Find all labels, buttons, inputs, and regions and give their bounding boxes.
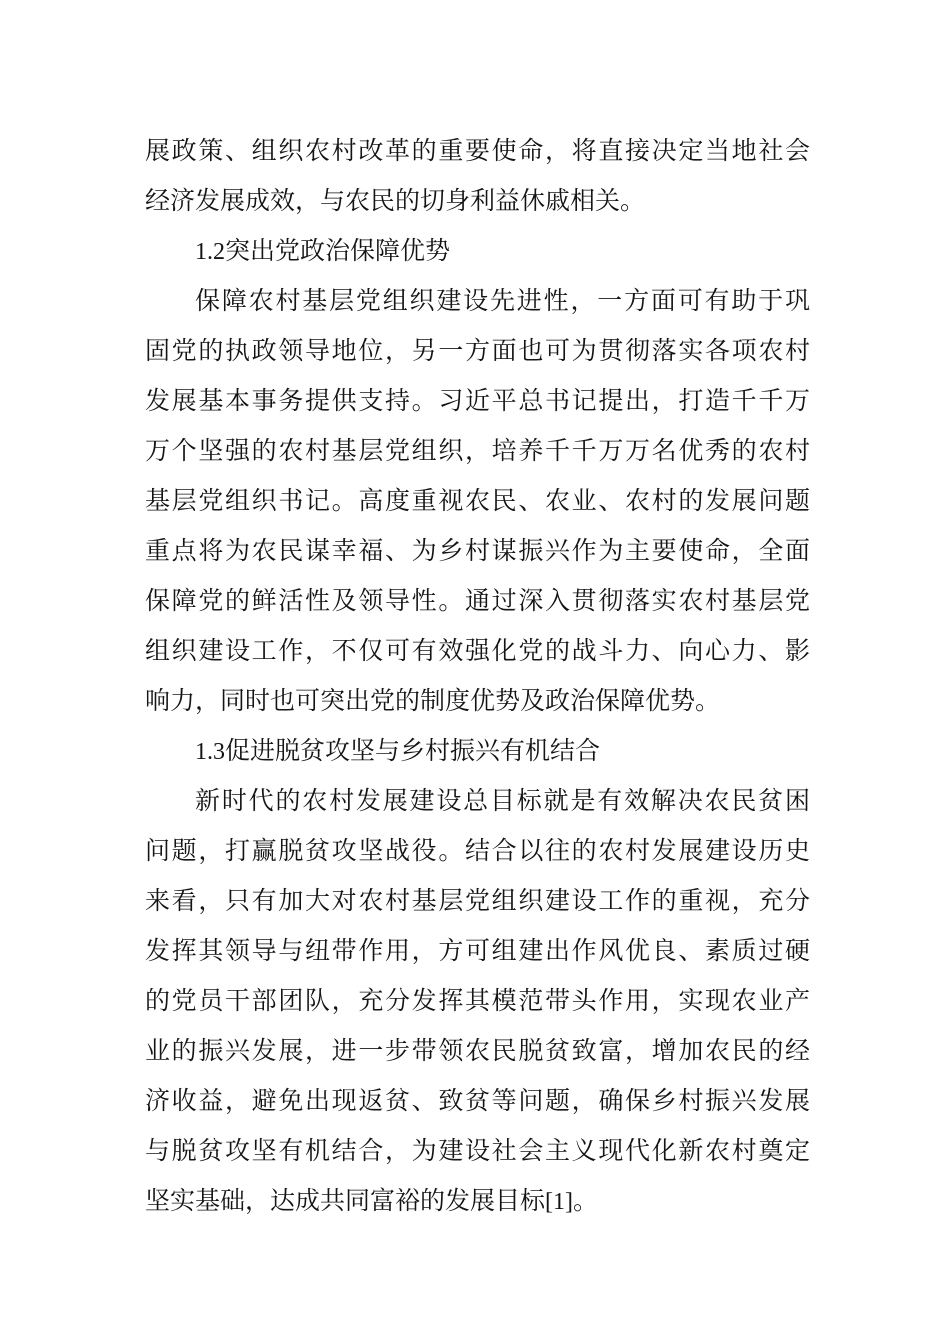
paragraph-line: 组织建设工作，不仅可有效强化党的战斗力、向心力、影 [145,636,810,665]
paragraph-line: 展政策、组织农村改革的重要使命，将直接决定当地社会 [145,136,810,165]
paragraph-line: 问题，打赢脱贫攻坚战役。结合以往的农村发展建设历史 [145,836,810,865]
paragraph-line: 固党的执政领导地位，另一方面也可为贯彻落实各项农村 [145,336,810,365]
paragraph-line: 经济发展成效，与农民的切身利益休戚相关。 [145,186,646,215]
paragraph-line: 响力，同时也可突出党的制度优势及政治保障优势。 [145,686,721,715]
section-number: 1.3 [195,739,225,765]
paragraph-line: 基层党组织书记。高度重视农民、农业、农村的发展问题 [145,486,810,515]
citation-reference: [1] [545,1189,573,1215]
paragraph-line: 来看，只有加大对农村基层党组织建设工作的重视，充分 [145,886,810,915]
paragraph-line [145,1176,810,1226]
paragraph-line: 与脱贫攻坚有机结合，为建设社会主义现代化新农村奠定 [145,1136,810,1165]
section-title: 促进脱贫攻坚与乡村振兴有机结合 [225,736,601,765]
paragraph-line: 重点将为农民谋幸福、为乡村谋振兴作为主要使命，全面 [145,536,810,565]
paragraph-line: 的党员干部团队，充分发挥其模范带头作用，实现农业产 [145,986,810,1015]
section-number: 1.2 [195,239,225,265]
line-text: 坚实基础，达成共同富裕的发展目标 [145,1186,546,1215]
paragraph-line: 保障党的鲜活性及领导性。通过深入贯彻落实农村基层党 [145,586,810,615]
section-heading-1-3 [195,726,795,776]
line-end-punctuation: 。 [573,1186,599,1215]
paragraph-line: 发挥其领导与纽带作用，方可组建出作风优良、素质过硬 [145,936,810,965]
paragraph-line: 发展基本事务提供支持。习近平总书记提出，打造千千万 [145,386,810,415]
paragraph-line: 新时代的农村发展建设总目标就是有效解决农民贫困 [195,786,810,815]
section-title: 突出党政治保障优势 [225,236,451,265]
paragraph-line: 保障农村基层党组织建设先进性，一方面可有助于巩 [195,286,810,315]
paragraph-line: 业的振兴发展，进一步带领农民脱贫致富，增加农民的经 [145,1036,810,1065]
paragraph-line: 济收益，避免出现返贫、致贫等问题，确保乡村振兴发展 [145,1086,810,1115]
section-heading-1-2 [195,226,795,276]
paragraph-line: 万个坚强的农村基层党组织，培养千千万万名优秀的农村 [145,436,810,465]
